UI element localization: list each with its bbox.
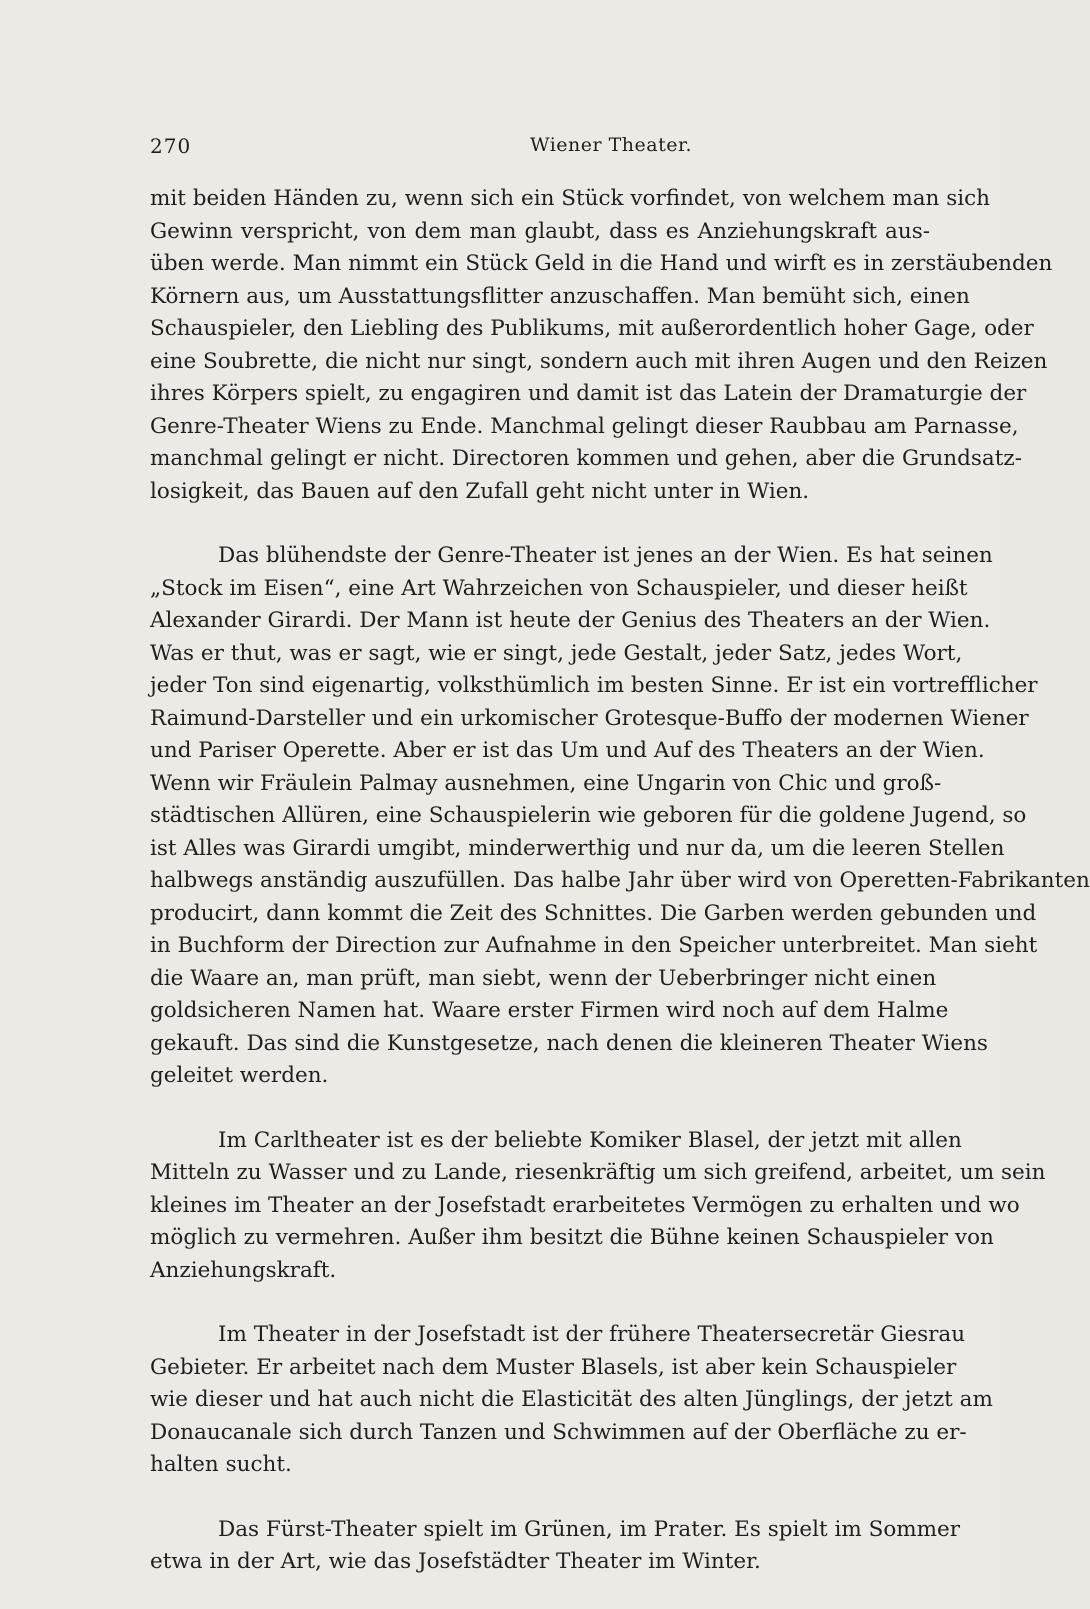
text-line: eine Soubrette, die nicht nur singt, sondern auch mit ihren Augen und den Reizen bbox=[150, 348, 1048, 374]
text-line: in Buchform der Direction zur Aufnahme in den Speicher unterbreitet. Man sieht bbox=[150, 933, 1038, 958]
text-line: losigkeit, das Bauen auf den Zufall geht nicht unter in Wien. bbox=[150, 478, 810, 504]
text-line: Schauspieler, den Liebling des Publikums, mit außerordentlich hoher Gage, oder bbox=[150, 316, 1034, 341]
text-line: Das blühendste der Genre-Theater ist jenes an der Wien. Es hat seinen bbox=[218, 543, 993, 568]
page-number: 270 bbox=[150, 134, 192, 158]
text-line: goldsicheren Namen hat. Waare erster Firmen wird noch auf dem Halme bbox=[150, 998, 949, 1023]
text-line: Was er thut, was er sagt, wie er singt, jede Gestalt, jeder Satz, jedes Wort, bbox=[150, 640, 963, 666]
text-line: Mitteln zu Wasser und zu Lande, riesenkräftig um sich greifend, arbeitet, um sein bbox=[150, 1160, 1046, 1185]
page-body bbox=[150, 183, 1090, 1579]
paragraph bbox=[150, 540, 1090, 1093]
text-line: etwa in der Art, wie das Josefstädter Theater im Winter. bbox=[150, 1549, 761, 1574]
text-line: die Waare an, man prüft, man siebt, wenn der Ueberbringer nicht einen bbox=[150, 965, 937, 991]
text-line: halbwegs anständig auszufüllen. Das halbe Jahr über wird von Operetten-Fabrikanten bbox=[150, 868, 1090, 893]
text-line: mit beiden Händen zu, wenn sich ein Stück vorfindet, von welchem man sich bbox=[150, 186, 991, 211]
text-line: Alexander Girardi. Der Mann ist heute der Genius des Theaters an der Wien. bbox=[150, 608, 991, 633]
text-line: und Pariser Operette. Aber er ist das Um und Auf des Theaters an der Wien. bbox=[150, 738, 985, 763]
text-line: geleitet werden. bbox=[150, 1063, 329, 1088]
paragraph bbox=[150, 1319, 993, 1482]
text-line: üben werde. Man nimmt ein Stück Geld in die Hand und wirft es in zerstäubenden bbox=[150, 251, 1053, 276]
text-line: Genre-Theater Wiens zu Ende. Manchmal gelingt dieser Raubbau am Parnasse, bbox=[150, 413, 1019, 439]
text-line: möglich zu vermehren. Außer ihm besitzt die Bühne keinen Schauspieler von bbox=[150, 1225, 994, 1250]
paragraph bbox=[150, 1514, 961, 1579]
text-line: ist Alles was Girardi umgibt, minderwerthig und nur da, um die leeren Stellen bbox=[150, 835, 1005, 861]
page-header bbox=[150, 134, 930, 166]
text-line: Donaucanale sich durch Tanzen und Schwimmen auf der Oberfläche zu er- bbox=[150, 1419, 967, 1445]
paragraph bbox=[150, 1125, 1046, 1288]
text-line: Anziehungskraft. bbox=[150, 1257, 337, 1283]
text-line: Im Theater in der Josefstadt ist der frühere Theatersecretär Giesrau bbox=[218, 1322, 966, 1347]
text-line: Das Fürst-Theater spielt im Grünen, im Prater. Es spielt im Sommer bbox=[218, 1516, 961, 1542]
text-line: halten sucht. bbox=[150, 1452, 292, 1477]
text-line: Gewinn verspricht, von dem man glaubt, dass es Anziehungskraft aus- bbox=[150, 218, 930, 244]
text-line: Raimund-Darsteller und ein urkomischer Grotesque-Buffo der modernen Wiener bbox=[150, 705, 1029, 731]
text-line: gekauft. Das sind die Kunstgesetze, nach denen die kleineren Theater Wiens bbox=[150, 1030, 988, 1056]
text-line: Wenn wir Fräulein Palmay ausnehmen, eine Ungarin von Chic und groß- bbox=[150, 770, 942, 796]
text-line: Im Carltheater ist es der beliebte Komiker Blasel, der jetzt mit allen bbox=[218, 1127, 962, 1153]
text-line: ihres Körpers spielt, zu engagiren und damit ist das Latein der Dramaturgie der bbox=[150, 381, 1027, 406]
text-line: jeder Ton sind eigenartig, volksthümlich im besten Sinne. Er ist ein vortrefflicher bbox=[150, 673, 1038, 698]
text-line: städtischen Allüren, eine Schauspielerin wie geboren für die goldene Jugend, so bbox=[150, 803, 1027, 828]
text-line: producirt, dann kommt die Zeit des Schnittes. Die Garben werden gebunden und bbox=[150, 900, 1037, 926]
text-line: wie dieser und hat auch nicht die Elasticität des alten Jünglings, der jetzt am bbox=[150, 1387, 993, 1412]
text-line: Körnern aus, um Ausstattungsflitter anzuschaffen. Man bemüht sich, einen bbox=[150, 283, 970, 309]
text-line: „Stock im Eisen“, eine Art Wahrzeichen von Schauspieler, und dieser heißt bbox=[150, 575, 968, 601]
text-line: kleines im Theater an der Josefstadt erarbeitetes Vermögen zu erhalten und wo bbox=[150, 1192, 1020, 1218]
text-line: Gebieter. Er arbeitet nach dem Muster Blasels, ist aber kein Schauspieler bbox=[150, 1354, 957, 1380]
text-line: manchmal gelingt er nicht. Directoren kommen und gehen, aber die Grundsatz- bbox=[150, 446, 1022, 471]
running-title: Wiener Theater. bbox=[530, 134, 693, 156]
paragraph bbox=[150, 183, 1053, 508]
